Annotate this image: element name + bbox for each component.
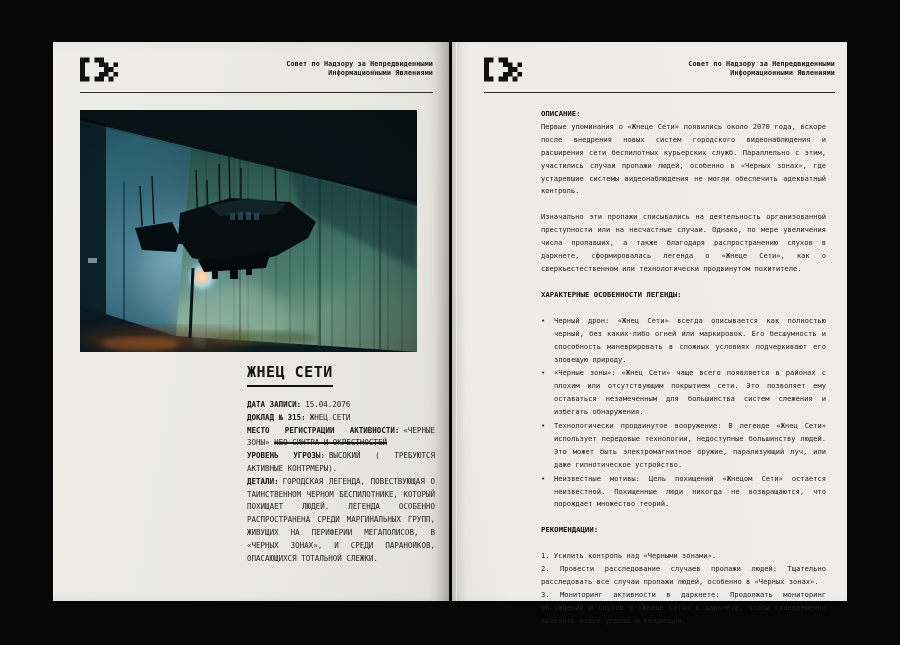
org-name-line2: Информационными Явлениями xyxy=(328,69,433,77)
field-label: ДЕТАЛИ: xyxy=(247,476,279,486)
list-item xyxy=(541,473,826,512)
drone-photo xyxy=(80,110,417,352)
list-item xyxy=(541,315,826,367)
page-title: ЖНЕЦ СЕТИ xyxy=(247,363,333,387)
field-threat-level xyxy=(247,450,435,476)
org-name-line1: Совет по Надзору за Непредвиденными xyxy=(286,60,433,68)
report-meta xyxy=(247,362,435,565)
field-report-number xyxy=(247,412,435,425)
description-heading: ОПИСАНИЕ: xyxy=(541,109,581,118)
bullet-marker: • xyxy=(541,473,546,483)
recommendations-heading: РЕКОМЕНДАЦИИ: xyxy=(541,525,599,535)
list-item-text: Черный дрон: «Жнец Сети» всегда описывается как полностью черный, без каких-либо огней или маркировок. Его бесшумность и способность маневрировать в сложных условиях подчеркивают его зловещую природу. xyxy=(554,315,826,364)
list-item-text: «Черные зоны»: «Жнец Сети» чаще всего появляется в районах с плохим или отсутствующим покрытием сети. Это позволяет ему оставаться незамеченным для большинства систем слежения и избегать обнаружения. xyxy=(554,368,826,417)
field-label: ДОКЛАД № 315: xyxy=(247,412,306,422)
field-value: 15.04.2076 xyxy=(305,400,351,409)
bullet-marker: • xyxy=(541,315,546,325)
list-item xyxy=(541,420,826,472)
recommendation-item: 3. Мониторинг активности в даркнете: Продолжать мониторинг обсуждений и слухов о «Жнеце Сети» в даркнете, чтобы своевременно выявлять новые угрозы и тенденции. xyxy=(541,590,826,625)
field-details xyxy=(247,476,435,566)
org-logo-icon xyxy=(80,57,118,82)
recommendation-item: 2. Провести расследование случаев пропажи людей: Тщательно расследовать все случаи пропажи людей, особенно в «Черных зонах». xyxy=(541,564,826,587)
field-value: ВЫСОКИЙ ( ТРЕБУЮТСЯ АКТИВНЫЕ КОНТРМЕРЫ). xyxy=(247,451,435,473)
org-name-line1: Совет по Надзору за Непредвиденными xyxy=(688,60,835,68)
field-value: ЖНЕЦ СЕТИ xyxy=(309,412,351,422)
bullet-marker: • xyxy=(541,368,546,378)
redacted-location: НЕО-СИНТРА И ОКРЕСТНОСТЕЙ xyxy=(274,438,387,448)
bullet-marker: • xyxy=(541,421,546,431)
field-label: МЕСТО РЕГИСТРАЦИИ АКТИВНОСТИ: xyxy=(247,425,400,435)
org-name-line2: Информационными Явлениями xyxy=(730,69,835,77)
recommendation-item: 1. Усилить контроль над «Черными зонами». xyxy=(541,551,717,561)
field-value: ГОРОДСКАЯ ЛЕГЕНДА, ПОВЕСТВУЮЩАЯ О ТАИНСТВЕННОМ ЧЕРНОМ БЕСПИЛОТНИКЕ, КОТОРЫЙ ПОХИЩАЕТ ЛЮДЕЙ. ЛЕГЕНДА ОСОБЕННО РАСПРОСТРАНЕНА СРЕДИ МАРГИНАЛЬНЫХ ГРУПП, ЖИВУЩИХ НА ПЕРИФЕРИИ МЕГАПОЛИСОВ, В «ЧЕРНЫХ ЗОНАХ», И СРЕДИ ПАРАНОИКОВ, ОПАСАЮЩИХСЯ ТОТАЛЬНОЙ СЛЕЖКИ. xyxy=(247,476,435,563)
list-item xyxy=(541,367,826,419)
org-name xyxy=(688,60,835,78)
recommendations-list xyxy=(541,550,826,627)
field-label: ДАТА ЗАПИСИ: xyxy=(247,400,302,409)
description-paragraph: Изначально эти пропажи списывались на деятельность организованной преступности или на несчастные случаи. Однако, по мере увеличения числа пропавших, а также благодаря распространению слухов в даркнете, сформировалась легенда о «Жнеце Сети», как о сверхъестественном или технологически продвинутом похитителе. xyxy=(541,212,826,273)
org-logo-icon xyxy=(484,57,522,82)
left-page xyxy=(53,42,449,601)
field-value: «ЧЕРНЫЕ ЗОНЫ» xyxy=(247,425,435,448)
header-divider xyxy=(80,92,433,93)
features-list xyxy=(541,315,826,512)
org-name xyxy=(286,60,433,78)
header-divider xyxy=(484,92,835,93)
list-item-text: Технологически продвинутое вооружение: В легенде «Жнец Сети» использует передовые технологии, недоступные большинству людей. Это может быть электромагнитное оружие, парализующий луч, или даже гипнотическое устройство. xyxy=(554,421,826,469)
right-page xyxy=(452,42,847,625)
field-label: УРОВЕНЬ УГРОЗЫ: xyxy=(247,451,325,461)
list-item-text: Неизвестные мотивы: Цель похищений «Жнецом Сети» остается неизвестной. Похищенные люди никогда не возвращаются, что порождает множество теорий. xyxy=(554,473,826,509)
field-activity-location xyxy=(247,425,435,451)
report-body xyxy=(541,108,826,628)
features-heading: ХАРАКТЕРНЫЕ ОСОБЕННОСТИ ЛЕГЕНДЫ: xyxy=(541,289,682,299)
field-record-date xyxy=(247,399,435,412)
description-paragraph: Первые упоминания о «Жнеце Сети» появились около 2070 года, вскоре после внедрения новых систем городского видеонаблюдения и расширения сети беспилотных курьерских служб. Параллельно с этим, участились случаи пропажи людей, особенно в «Черных зонах», где устаревшие системы видеонаблюдения не могли обеспечить адекватный контроль. xyxy=(541,121,826,196)
